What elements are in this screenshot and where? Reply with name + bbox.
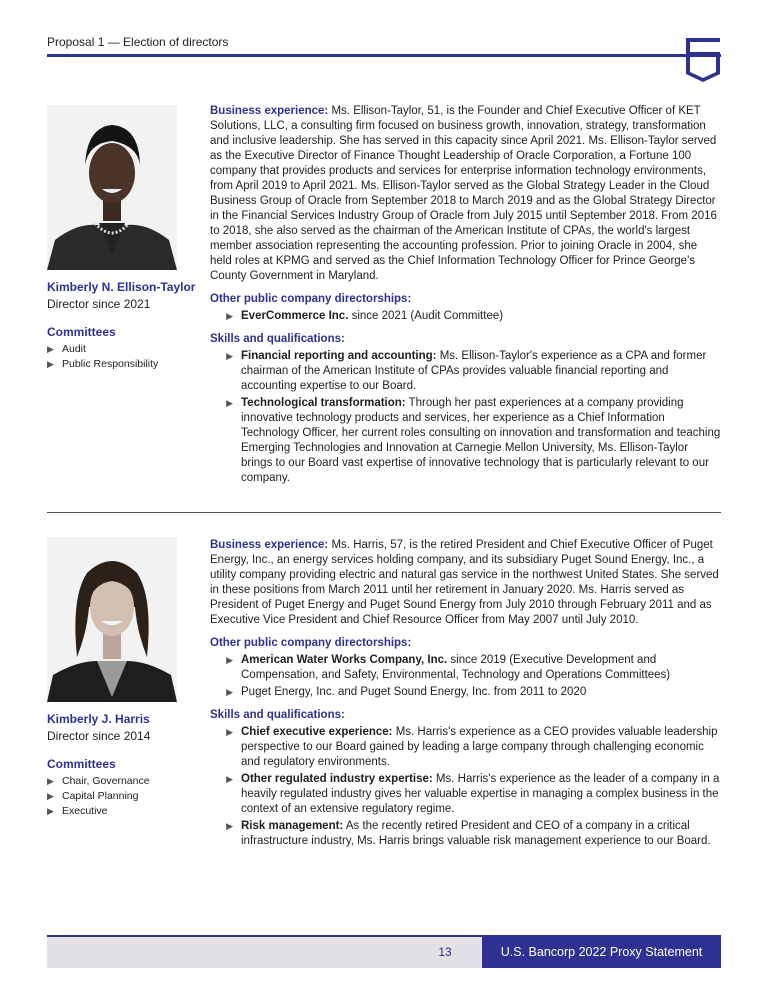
committee-item: ▶ Executive: [47, 805, 108, 817]
directorships-list: [210, 309, 722, 324]
bullet-triangle-icon: ▶: [226, 351, 233, 361]
business-experience: Business experience: Ms. Harris, 57, is the retired President and Chief Executive Officer of Puget Energy, Inc., an energy services holding company, and its subsidiary Puget Sound Energy, Inc., a utility company providing electric and natural gas service in the northwest United States. She served in these positions from March 2011 until her retirement in January 2020. Ms. Harris served as President of Puget Energy and Puget Sound Energy from July 2010 through February 2011 and as Executive Vice President and Chief Resource Officer from May 2007 until July 2010.: [210, 539, 719, 626]
skill-item: ▶ Risk management: As the recently retired President and CEO of a company in a critical infrastructure industry, Ms. Harris brings valuable risk management experience to our Board.: [210, 819, 722, 849]
director-profile: [47, 711, 197, 819]
bullet-triangle-icon: ▶: [226, 311, 233, 321]
committee-item: ▶ Public Responsibility: [47, 358, 159, 370]
bullet-triangle-icon: ▶: [226, 655, 233, 665]
committees-list: [47, 774, 197, 819]
director-photo: [47, 105, 177, 270]
committees-title: Committees: [47, 757, 116, 771]
directorships-list: [210, 653, 722, 700]
bullet-triangle-icon: ▶: [47, 806, 54, 816]
skill-item: ▶ Technological transformation: Through her past experiences at a company providing innovative technology products and services, her experience as a Chief Information Technology Officer, her current roles consulting on innovation and transformation and teaching Emerging Technologies and Innovation at Carnegie Mellon University, Ms. Ellison-Taylor brings to our Board vast expertise of innovative technology that is particularly relevant to our company.: [210, 396, 722, 486]
shield-logo-icon: [684, 34, 722, 84]
committee-item: ▶ Capital Planning: [47, 790, 139, 802]
director-profile: [47, 279, 197, 372]
bullet-triangle-icon: ▶: [47, 776, 54, 786]
director-bio: [210, 538, 722, 849]
skills-list: [210, 349, 722, 486]
business-experience: Business experience: Ms. Ellison-Taylor, 51, is the Founder and Chief Executive Officer of KET Solutions, LLC, a consulting firm focused on business growth, innovation, strategy, transformation and inclusive leadership. She has served in this capacity since April 2021. Ms. Ellison-Taylor served as the Executive Director of Finance Thought Leadership of Oracle Corporation, a Fortune 100 company that provides products and services for enterprise information technology environments, from April 2019 to April 2021. Ms. Ellison-Taylor served as the Global Strategy Leader in the Cloud Business Group of Oracle from September 2018 to March 2019 and as the Global Strategy Director in the Financial Services Industry Group of Oracle from July 2015 until September 2018. From 2016 to 2018, she also served as the chairman of the American Institute of CPAs, the world's largest member association representing the accounting profession. Prior to joining Oracle in 2004, she held roles at KPMG and served as the Chief Information Technology Officer for Prince George's County Government in Maryland.: [210, 105, 717, 282]
directorships-title: Other public company directorships:: [210, 293, 412, 305]
section-divider: [47, 512, 721, 513]
committees-title: Committees: [47, 325, 116, 339]
page-number: 13: [438, 945, 452, 959]
bullet-triangle-icon: ▶: [226, 727, 233, 737]
bullet-triangle-icon: ▶: [47, 344, 54, 354]
skills-title: Skills and qualifications:: [210, 709, 345, 721]
bullet-triangle-icon: ▶: [226, 398, 233, 408]
skill-item: ▶ Chief executive experience: Ms. Harris's experience as a CEO provides valuable leadership perspective to our Board gained by leading a large company through challenging economic and regulatory environments.: [210, 725, 722, 770]
directorship-item: ▶ American Water Works Company, Inc. since 2019 (Executive Development and Compensation, and Safety, Environmental, Technology and Operations Committees): [210, 653, 722, 683]
director-photo: [47, 537, 177, 702]
committee-item: ▶ Audit: [47, 343, 86, 355]
directorships-title: Other public company directorships:: [210, 637, 412, 649]
skill-item: ▶ Other regulated industry expertise: Ms. Harris's experience as the leader of a company in a heavily regulated industry gives her valuable expertise in managing a complex business in the context of an extensive regulatory regime.: [210, 772, 722, 817]
committee-item: ▶ Chair, Governance: [47, 775, 150, 787]
skills-title: Skills and qualifications:: [210, 333, 345, 345]
director-since: Director since 2014: [47, 729, 151, 743]
director-name: Kimberly N. Ellison-Taylor: [47, 280, 196, 294]
footer-title: U.S. Bancorp 2022 Proxy Statement: [482, 937, 721, 968]
committees-list: [47, 342, 197, 372]
director-since: Director since 2021: [47, 297, 151, 311]
bullet-triangle-icon: ▶: [226, 687, 233, 697]
header-rule: [47, 54, 721, 57]
section-header: Proposal 1 — Election of directors: [47, 35, 229, 49]
directorship-item: ▶ EverCommerce Inc. since 2021 (Audit Committee): [210, 309, 722, 324]
skills-list: [210, 725, 722, 849]
bullet-triangle-icon: ▶: [47, 359, 54, 369]
director-bio: [210, 104, 722, 486]
director-name: Kimberly J. Harris: [47, 712, 150, 726]
bullet-triangle-icon: ▶: [226, 821, 233, 831]
skill-item: ▶ Financial reporting and accounting: Ms. Ellison-Taylor's experience as a CPA and former chairman of the American Institute of CPAs provides valuable financial reporting and accounting expertise to our Board.: [210, 349, 722, 394]
bullet-triangle-icon: ▶: [47, 791, 54, 801]
directorship-item: ▶ Puget Energy, Inc. and Puget Sound Energy, Inc. from 2011 to 2020: [210, 685, 722, 700]
bullet-triangle-icon: ▶: [226, 774, 233, 784]
